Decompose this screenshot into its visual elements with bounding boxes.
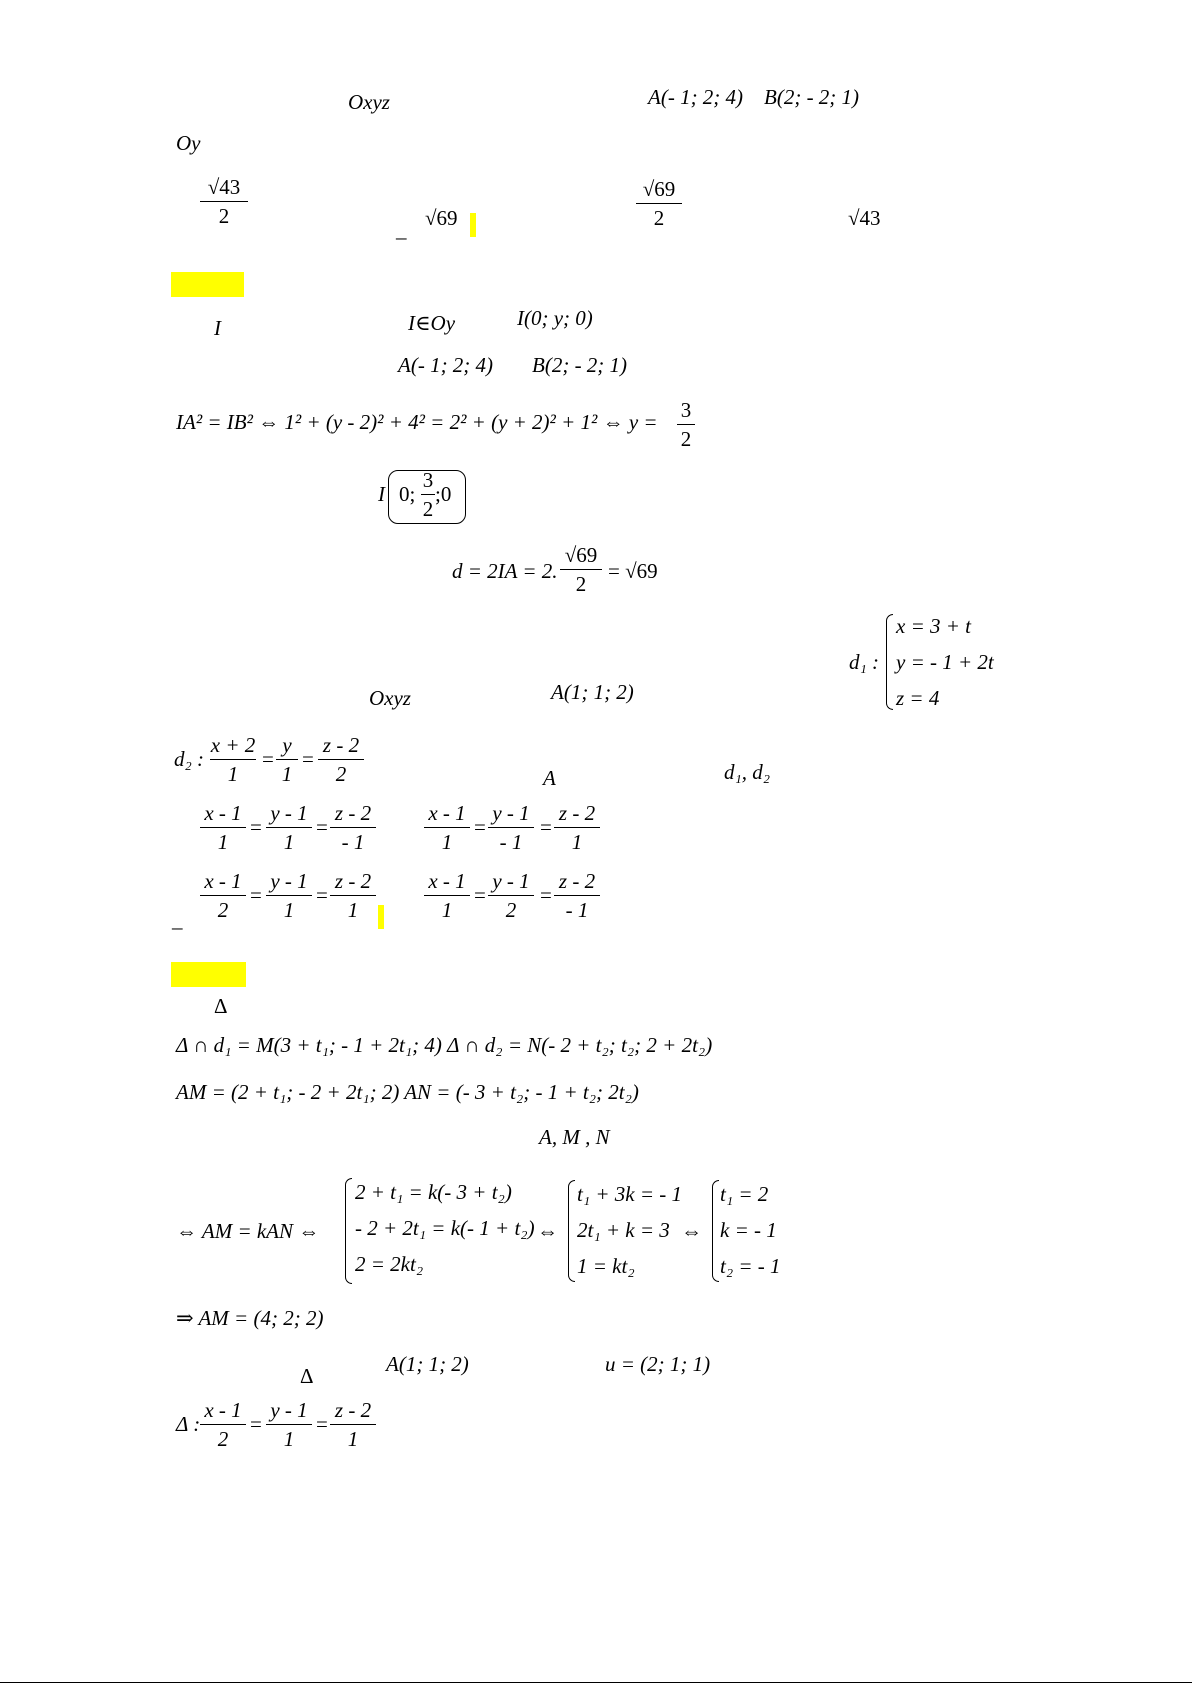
optA-z xyxy=(330,801,376,854)
optA-y xyxy=(266,801,312,854)
optD-z xyxy=(554,869,600,922)
fraction-bar xyxy=(554,827,600,828)
frac-num: y - 1 xyxy=(492,869,530,893)
frac-den: 1 xyxy=(441,898,453,922)
sys-row: 2t₁ + k = 3 xyxy=(577,1218,670,1242)
intersections: Δ ∩ d₁ = M(3 + t₁; - 1 + 2t₁; 4) Δ ∩ d₂ = N(- 2 + t₂; t₂; 2 + 2t₂) xyxy=(176,1033,713,1057)
d2-frac-y xyxy=(276,733,298,786)
axis-label: Oy xyxy=(176,131,201,155)
sys-row: t₁ + 3k = - 1 xyxy=(577,1182,683,1206)
am-result: ⇒ AM = (4; 2; 2) xyxy=(176,1306,324,1330)
frac-num: x - 1 xyxy=(428,869,466,893)
frac-num: x + 2 xyxy=(210,733,256,757)
optA-x xyxy=(200,801,246,854)
y-num: 3 xyxy=(680,398,692,422)
frac-num: z - 2 xyxy=(558,869,596,893)
sys-row: k = - 1 xyxy=(720,1218,777,1242)
frac-den: 2 xyxy=(217,1427,229,1451)
system-brace xyxy=(886,614,893,710)
frac-num: x - 1 xyxy=(204,1398,242,1422)
frame-label-2: Oxyz xyxy=(369,686,411,710)
fraction-bar xyxy=(636,203,682,204)
frac-den: 2 xyxy=(505,898,517,922)
equals-sign: = xyxy=(316,1412,328,1436)
fraction-bar xyxy=(200,827,246,828)
frac-den: 1 xyxy=(347,898,359,922)
answer-marker: _ xyxy=(172,908,183,932)
sol-point-a: A(- 1; 2; 4) xyxy=(398,353,494,377)
diameter-rhs: = √69 xyxy=(608,559,658,583)
d1-row: z = 4 xyxy=(896,686,940,710)
equals-sign: = xyxy=(316,815,328,839)
final-frac-y xyxy=(266,1398,312,1451)
equals-sign: = xyxy=(250,883,262,907)
sys-row: 2 + t₁ = k(- 3 + t₂) xyxy=(355,1180,512,1204)
final-frac-z xyxy=(330,1398,376,1451)
frame-label: Oxyz xyxy=(348,90,390,114)
frac-den: 1 xyxy=(281,762,293,786)
equals-sign: = xyxy=(250,1412,262,1436)
option-a xyxy=(200,175,248,228)
fraction-bar xyxy=(200,895,246,896)
point-a: A(- 1; 2; 4) xyxy=(648,85,744,109)
frac-den: 1 xyxy=(283,1427,295,1451)
diam-num: √69 xyxy=(564,543,598,567)
equiv-mid-2: ⇔ xyxy=(681,1219,702,1243)
d1-system xyxy=(896,608,994,716)
frac-num: z - 2 xyxy=(558,801,596,825)
distance-equation: IA² = IB² ⇔ 1² + (y - 2)² + 4² = 2² + (y + 2)² + 1² ⇔ y = xyxy=(176,410,658,434)
equiv-lhs: ⇔ AM = kAN ⇔ xyxy=(176,1219,320,1243)
equals-sign: = xyxy=(302,747,314,771)
frac-den: - 1 xyxy=(341,830,365,854)
equals-sign: = xyxy=(474,815,486,839)
fraction-bar xyxy=(330,827,376,828)
option-b: √69 xyxy=(425,206,458,230)
option-a-num: √43 xyxy=(207,175,241,199)
fraction-bar xyxy=(330,895,376,896)
frac-num: y - 1 xyxy=(270,869,308,893)
frac-num: z - 2 xyxy=(322,733,360,757)
optB-z xyxy=(554,801,600,854)
fraction-bar xyxy=(677,424,695,425)
direction-vector: u = (2; 1; 1) xyxy=(605,1352,711,1376)
frac-den: - 1 xyxy=(499,830,523,854)
frac-den: 1 xyxy=(227,762,239,786)
fraction-bar xyxy=(560,569,602,570)
frac-den: 1 xyxy=(571,830,583,854)
frac-num: y - 1 xyxy=(492,801,530,825)
equals-sign: = xyxy=(262,747,274,771)
result-right: ;0 xyxy=(435,482,452,506)
d2-label: d₂ : xyxy=(174,747,205,771)
y-den: 2 xyxy=(680,427,692,451)
frac-num: z - 2 xyxy=(334,869,372,893)
frac-num: y xyxy=(282,733,292,757)
system-brace xyxy=(345,1178,352,1284)
fraction-bar xyxy=(488,827,534,828)
fraction-bar xyxy=(266,1424,312,1425)
frac-den: 1 xyxy=(283,898,295,922)
equals-sign: = xyxy=(474,883,486,907)
frac-den: 2 xyxy=(335,762,347,786)
sys-row: - 2 + 2t₁ = k(- 1 + t₂) xyxy=(355,1216,535,1240)
fraction-bar xyxy=(266,827,312,828)
option-c xyxy=(636,177,682,230)
fraction-bar xyxy=(276,759,298,760)
optC-y xyxy=(266,869,312,922)
equals-sign: = xyxy=(316,883,328,907)
solution-highlight xyxy=(171,272,244,297)
center-coords: I(0; y; 0) xyxy=(517,306,593,330)
fraction-bar xyxy=(318,759,364,760)
option-c-den: 2 xyxy=(653,206,665,230)
frac-den: 1 xyxy=(283,830,295,854)
fraction-bar xyxy=(210,759,256,760)
sol-point-b: B(2; - 2; 1) xyxy=(532,353,628,377)
diam-den: 2 xyxy=(575,572,587,596)
solution-highlight xyxy=(171,962,246,987)
frac-den: 2 xyxy=(217,898,229,922)
frac-num: x - 1 xyxy=(204,869,242,893)
sys-row: t₂ = - 1 xyxy=(720,1254,781,1278)
equals-sign: = xyxy=(540,883,552,907)
sol2-point-a: A(1; 1; 2) xyxy=(386,1352,469,1376)
diameter-lhs: d = 2IA = 2. xyxy=(452,559,558,583)
frac-num: y - 1 xyxy=(270,801,308,825)
fraction-bar xyxy=(200,201,248,202)
optD-x xyxy=(424,869,470,922)
system-2 xyxy=(577,1176,682,1284)
membership: I∈Oy xyxy=(408,311,456,335)
frac-num: x - 1 xyxy=(428,801,466,825)
system-3 xyxy=(720,1176,781,1284)
system-brace xyxy=(712,1180,719,1282)
system-brace xyxy=(568,1180,575,1282)
equals-sign: = xyxy=(540,815,552,839)
lines-label: d₁, d₂ xyxy=(724,760,771,784)
frac-den: 1 xyxy=(217,830,229,854)
answer-marker: _ xyxy=(396,218,407,242)
d1-label: d₁ : xyxy=(849,650,880,674)
vectors: AM = (2 + t₁; - 2 + 2t₁; 2) AN = (- 3 + t₂; - 1 + t₂; 2t₂) xyxy=(176,1080,639,1104)
highlight-mark xyxy=(470,213,476,237)
fraction-bar xyxy=(554,895,600,896)
frac-num: y - 1 xyxy=(270,1398,308,1422)
q2-point-a: A(1; 1; 2) xyxy=(551,680,634,704)
frac-den: 1 xyxy=(441,830,453,854)
point-label: A xyxy=(543,766,556,790)
final-label: Δ : xyxy=(176,1412,201,1436)
optB-y xyxy=(488,801,534,854)
delta-label: Δ xyxy=(214,994,228,1018)
y-value xyxy=(677,398,695,451)
result-num: 3 xyxy=(422,468,434,492)
result-frac xyxy=(421,468,435,521)
d2-frac-z xyxy=(318,733,364,786)
final-frac-x xyxy=(200,1398,246,1451)
equiv-mid: ⇔ xyxy=(537,1219,558,1243)
fraction-bar xyxy=(200,1424,246,1425)
equals-sign: = xyxy=(250,815,262,839)
result-den: 2 xyxy=(422,497,434,521)
result-left: 0; xyxy=(399,482,416,506)
result-prefix: I xyxy=(378,482,385,506)
frac-num: x - 1 xyxy=(204,801,242,825)
optC-x xyxy=(200,869,246,922)
frac-den: 1 xyxy=(347,1427,359,1451)
optC-z xyxy=(330,869,376,922)
collinear-points: A, M , N xyxy=(539,1125,610,1149)
sys-row: 2 = 2kt₂ xyxy=(355,1252,424,1276)
point-b: B(2; - 2; 1) xyxy=(764,85,860,109)
d1-row: x = 3 + t xyxy=(896,614,971,638)
option-d: √43 xyxy=(848,206,881,230)
fraction-bar xyxy=(421,494,435,495)
highlight-mark xyxy=(378,905,384,929)
option-c-num: √69 xyxy=(642,177,676,201)
d2-frac-x xyxy=(210,733,256,786)
delta-label-2: Δ xyxy=(300,1364,314,1388)
d1-row: y = - 1 + 2t xyxy=(896,650,994,674)
optD-y xyxy=(488,869,534,922)
center-label: I xyxy=(214,316,221,340)
fraction-bar xyxy=(330,1424,376,1425)
system-1 xyxy=(355,1174,535,1282)
sys-row: 1 = kt₂ xyxy=(577,1254,635,1278)
page-bottom-rule xyxy=(0,1682,1192,1683)
option-a-den: 2 xyxy=(218,204,230,228)
fraction-bar xyxy=(424,895,470,896)
optB-x xyxy=(424,801,470,854)
fraction-bar xyxy=(424,827,470,828)
frac-num: z - 2 xyxy=(334,801,372,825)
fraction-bar xyxy=(266,895,312,896)
diameter-frac xyxy=(560,543,602,596)
sys-row: t₁ = 2 xyxy=(720,1182,769,1206)
frac-num: z - 2 xyxy=(334,1398,372,1422)
frac-den: - 1 xyxy=(565,898,589,922)
fraction-bar xyxy=(488,895,534,896)
